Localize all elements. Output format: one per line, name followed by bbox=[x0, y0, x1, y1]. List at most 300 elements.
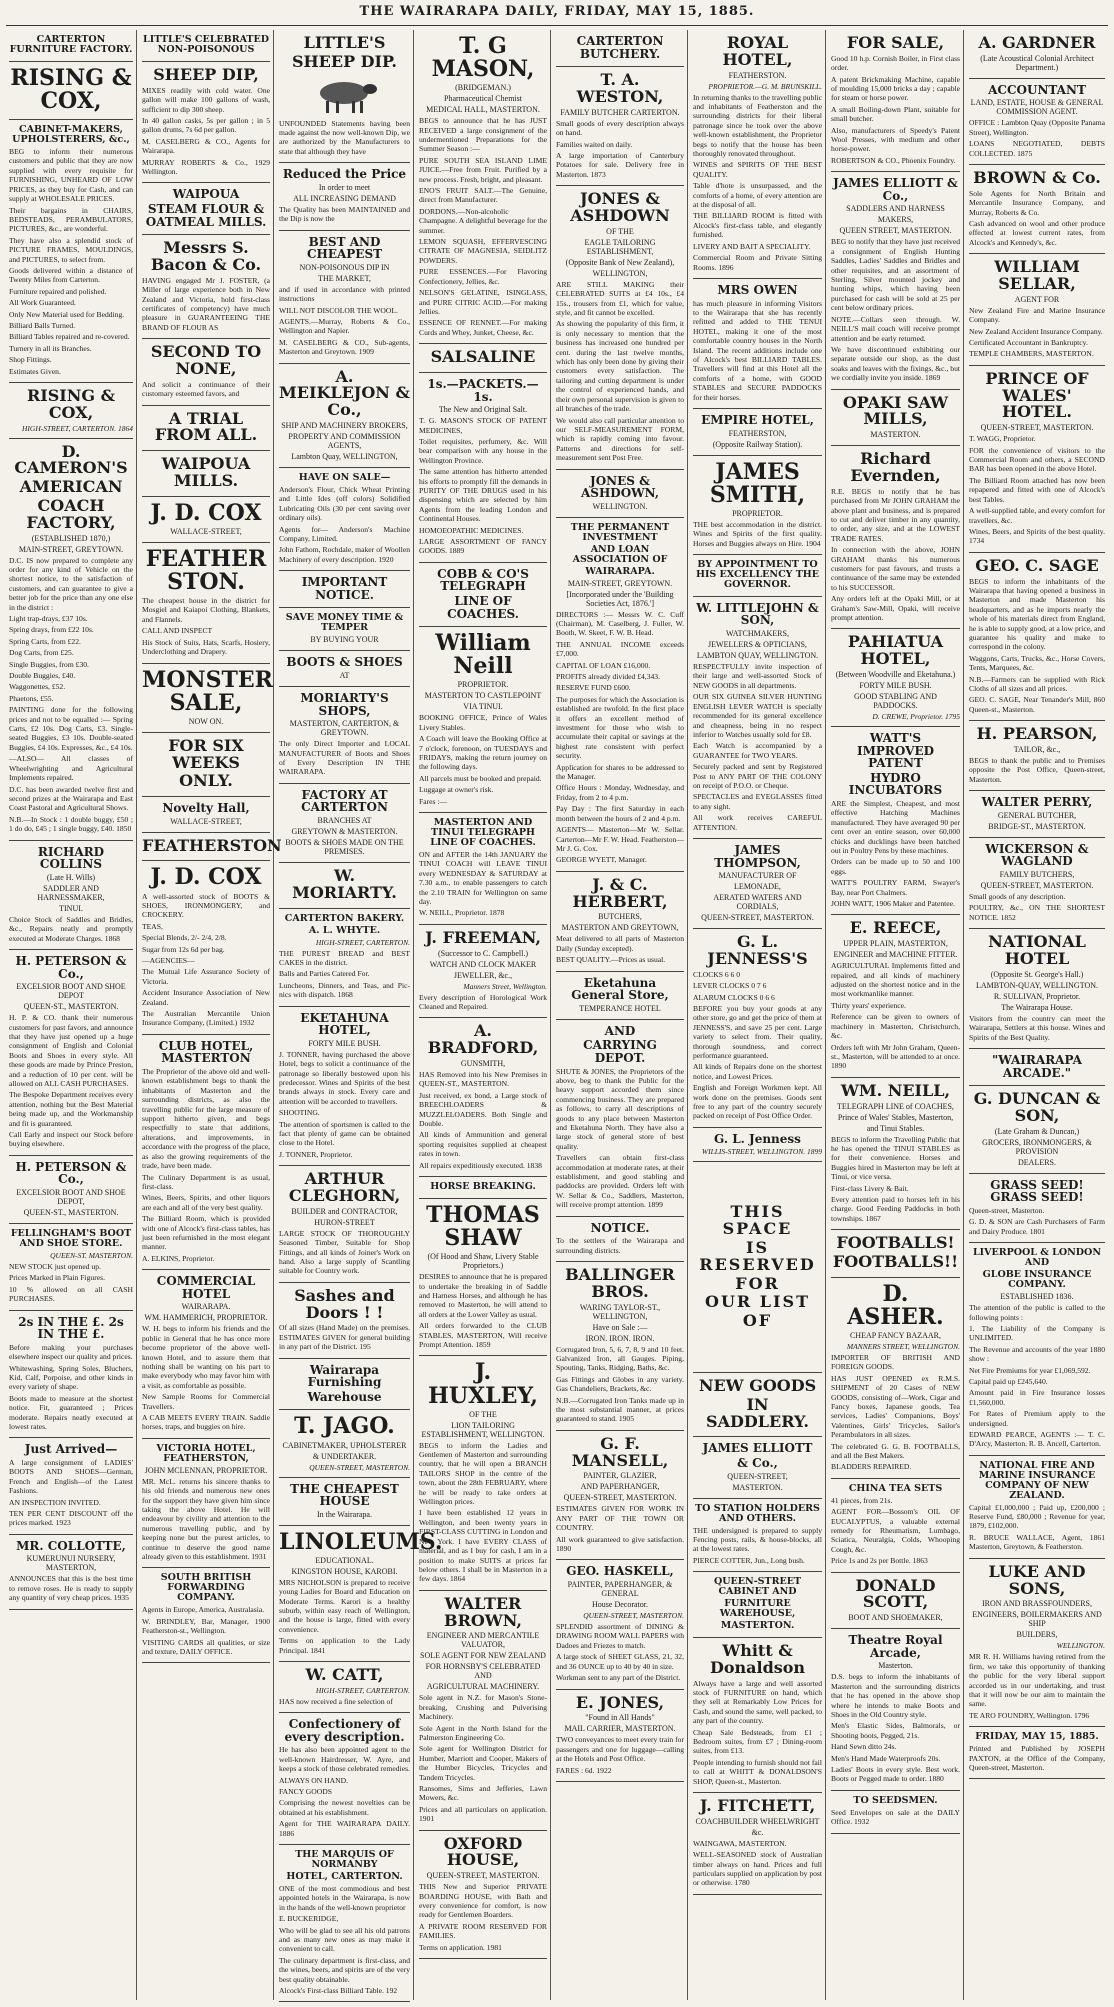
advertisement bbox=[9, 62, 133, 120]
ad-subheading: BY BUYING YOUR bbox=[310, 635, 379, 645]
ad-headline: TO STATION HOLDERS AND OTHERS. bbox=[695, 1502, 820, 1524]
ad-body-text: Anderson's Flour, Chick Wheat Printing and Little Ides (off colors) Solidified Lubricating Oils (30 per cent saving over ordinary oils). bbox=[279, 485, 410, 523]
ad-headline: AND LOAN ASSOCIATION OF bbox=[572, 543, 668, 565]
ad-subheading: GROCERS, IRONMONGERS, & PROVISION bbox=[982, 1137, 1092, 1156]
ad-body-text: FANCY GOODS bbox=[279, 1787, 332, 1797]
ad-subheading: QUEEN-ST., MASTERTON. bbox=[23, 1002, 119, 1012]
ad-headline: COACH FACTORY, bbox=[26, 495, 116, 532]
ad-body-text: He has also been appointed agent to the well-known Hairdresser, W. Ayre, and keeps a stock of those celebrated remedies. bbox=[279, 1745, 410, 1774]
advertisement bbox=[142, 183, 270, 235]
ad-body-text: And solicit a continuance of their customary esteemed favors, and bbox=[142, 379, 270, 399]
ad-headline: GLOBE INSURANCE COMPANY. bbox=[982, 1269, 1092, 1291]
ad-body-text: We would also call particular attention to our SELF-MEASUREMENT FORM, which is rapidly coming into favour. Patterns and directions for self-measurement sent Post Free. bbox=[556, 415, 684, 463]
ad-headline: CARTERTON BUTCHERY. bbox=[576, 34, 664, 61]
advertisement bbox=[279, 1283, 410, 1359]
ad-headline: CLUB HOTEL, MASTERTON bbox=[158, 1038, 254, 1066]
ad-subheading: VIA TINUI. bbox=[463, 702, 503, 712]
ad-address-line: PROPRIETOR.—G. M. BRUNSKILL. bbox=[708, 81, 822, 91]
ad-body-text: Corrugated Iron, 5, 6, 7, 8, 9 and 10 feet. Galvanized Iron, all Gauges. Piping, Spouting, Tanks, Ridging, Baths, &c. bbox=[556, 1344, 684, 1373]
ad-body-text: A CAB MEETS EVERY TRAIN. Saddle horses, traps, and buggies on hire. bbox=[142, 1413, 270, 1432]
ad-headline: SHEEP DIP, bbox=[153, 64, 259, 84]
ad-headline: WILLIAM SELLAR, bbox=[994, 257, 1080, 294]
ad-subheading: AERATED WATERS AND CORDIALS, bbox=[713, 893, 802, 912]
ad-body-text: All repairs expeditiously executed. 1838 bbox=[419, 1160, 542, 1170]
ad-body-text: Office Hours : Monday, Wednesday, and Friday, from 2 to 4 p.m. bbox=[556, 783, 684, 802]
ad-subheading: In the Wairarapa. bbox=[317, 1509, 372, 1519]
ad-headline: BALLINGER BROS. bbox=[565, 1265, 675, 1301]
ad-subheading: PROPRIETOR. bbox=[457, 680, 509, 690]
advertisement bbox=[831, 727, 960, 915]
ad-body-text: UNFOUNDED Statements having been made against the now well-known Dip, we are authorized by the Manufacturers to state that although they have bbox=[279, 118, 410, 156]
ad-body-text: Boots made to measure at the shortest notice. Fit, guaranteed ; Prices moderate. Repairs neatly executed at lowest rates. bbox=[9, 1393, 133, 1432]
ad-headline: HAVE ON SALE— bbox=[298, 472, 391, 484]
advertisement bbox=[419, 627, 547, 813]
ad-subheading: BOOT AND SHOEMAKER, bbox=[848, 1613, 943, 1623]
ad-subheading: FAMILY BUTCHERS, bbox=[999, 870, 1075, 880]
ad-body-text: Fares :— bbox=[419, 796, 448, 806]
ad-subheading: MASTERTON. bbox=[732, 1482, 783, 1492]
ad-body-text: THE undersigned is prepared to supply Fencing posts, rails, & house-blocks, all at the lowest rates. bbox=[693, 1525, 822, 1554]
ad-subheading: WAIRARAPA. bbox=[181, 1302, 231, 1312]
ad-body-text: E. BUCKERIDGE, bbox=[279, 1914, 339, 1924]
ad-body-text: T. G. MASON'S STOCK OF PATENT MEDICINES, bbox=[419, 416, 547, 435]
ad-body-text: Also, manufacturers of Speedy's Patent Wool Presses, with medium and other horse-power. bbox=[831, 125, 960, 154]
ad-subheading: & UNDERTAKER. bbox=[312, 1451, 377, 1461]
ad-headline: CHINA TEA SETS bbox=[848, 1482, 943, 1494]
ad-subheading: (Opposite Bank of New Zealand), bbox=[565, 257, 675, 267]
ad-body-text: The Revenue and accounts of the year 1880 show : bbox=[969, 1344, 1105, 1364]
ad-body-text: SHOOTING. bbox=[279, 1108, 320, 1118]
ad-body-text: —ALSO— All classes of Wheelwrighting and Agricultural Implements repaired. bbox=[9, 754, 133, 783]
ad-body-text: Reference can be given to owners of machinery in Masterton, Christchurch, &c. bbox=[831, 1012, 960, 1041]
ad-body-text: For Rates of Premium apply to the undersigned. bbox=[969, 1409, 1105, 1428]
ad-headline: G. F. MANSELL, bbox=[571, 1433, 669, 1470]
ad-headline: COMMERCIAL HOTEL bbox=[156, 1274, 256, 1301]
ad-body-text: ALWAYS ON HAND. bbox=[279, 1775, 348, 1785]
ad-headline: SECOND TO NONE, bbox=[150, 342, 262, 378]
advertisement bbox=[142, 30, 270, 62]
ad-headline: G. L. JENNESS'S bbox=[707, 932, 808, 968]
advertisement bbox=[831, 172, 960, 389]
ad-headline: Eketahuna General Store, bbox=[571, 975, 669, 1003]
advertisement bbox=[693, 929, 822, 1128]
ad-subheading: TINUI. bbox=[59, 903, 83, 913]
ad-headline: 2s IN THE £. 2s IN THE £. bbox=[18, 1314, 124, 1342]
ad-body-text: GEORGE WYETT, Manager. bbox=[556, 855, 647, 865]
ad-subheading: ENGINEER and MACHINE FITTER. bbox=[833, 950, 958, 960]
ad-body-text: T. WAGG, Proprietor. bbox=[969, 434, 1036, 444]
ad-body-text: WATT'S POULTRY FARM, Swayer's Bay, near Port Chalmers. bbox=[831, 878, 960, 897]
ad-subheading: MEDICAL HALL, MASTERTON. bbox=[426, 105, 540, 115]
ad-body-text: SHUTE & JONES, the Proprietors of the above, beg to thank the Public for the heavy support accorded them since commencing business. They are prepared as follows, to carry all descriptions of goods to any place between Masterton and Eketahuna North. They have also a large stock of general store of best quality. bbox=[556, 1066, 684, 1151]
ad-headline: OPAKI SAW MILLS, bbox=[842, 392, 949, 429]
ad-headline: Messrs S. Bacon & Co. bbox=[150, 238, 262, 274]
advertisement bbox=[279, 1662, 410, 1713]
ad-body-text: Orders left with Mr John Graham, Queen-st., Masterton, will be attended to at once. 1890 bbox=[831, 1042, 960, 1071]
advertisement bbox=[279, 1166, 410, 1283]
ad-body-text: Capital £1,000,000 ; Paid up, £200,000 ; Reserve Fund, £80,000 ; Revenue for year, 1879, £102,000. bbox=[969, 1502, 1105, 1531]
ad-body-text: A large stock of SHEET GLASS, 21, 32, and 36 OUNCE up to 40 by 40 in size. bbox=[556, 1652, 684, 1671]
ad-body-text: The Proprietor of the above old and well-known establishment begs to thank the inhabitants of Masterton and the surrounding districts, as also the travelling public for the large measure of support hitherto given, and begs respectfully to state that additions, alterations, and improvements, in accordance with the progress of the place, as also the growing requirements of the trade, have been made. bbox=[142, 1067, 270, 1171]
ad-subheading: QUEEN-STREET, MASTERTON. bbox=[426, 1871, 540, 1881]
ad-headline: SALSALINE bbox=[430, 347, 536, 367]
ad-headline: NEW GOODS bbox=[698, 1376, 817, 1396]
ad-subheading: (Late H. Wills) bbox=[46, 872, 96, 882]
advertisement bbox=[969, 254, 1105, 366]
ad-headline: G. L. Jenness bbox=[714, 1131, 801, 1146]
ad-body-text: and if used in accordance with printed instructions bbox=[279, 284, 410, 304]
ad-body-text: To the settlers of the Wairarapa and surrounding districts. bbox=[556, 1236, 684, 1255]
ad-headline: W. CATT, bbox=[305, 1665, 384, 1685]
ad-headline: CABINET-MAKERS, UPHOLSTERERS, &c., bbox=[12, 124, 130, 146]
ad-body-text: The Australian Mercantile Union Insurance Company, (Limited.) 1932 bbox=[142, 1009, 270, 1028]
advertisement bbox=[279, 468, 410, 571]
advertisement bbox=[969, 791, 1105, 838]
ad-headline: J. D. COX bbox=[150, 499, 262, 526]
advertisement bbox=[419, 344, 547, 373]
ad-body-text: AGENTS.—Murray, Roberts & Co., Wellington and Napier. bbox=[279, 317, 410, 336]
ad-column bbox=[553, 30, 688, 2000]
ad-subheading: JEWELLER, &c., bbox=[453, 970, 513, 980]
ad-body-text: Men's Elastic Sides, Balmorals, or Shooting boots, Pegged, 21s. bbox=[831, 1721, 960, 1740]
ad-body-text: Double Buggies, £40. bbox=[9, 671, 76, 681]
ad-body-text: BEGS to announce that he has JUST RECEIVED a large consignment of the undermentioned Preparations for the Summer Season :— bbox=[419, 116, 547, 154]
ad-body-text: Printed and Published by JOSEPH PAXTON, at the Office of the Company, Queen-street, Masterton. bbox=[969, 1744, 1105, 1772]
ad-headline: A. GARDNER bbox=[978, 33, 1096, 52]
ad-body-text: Special Blends, 2/- 2/4, 2/8. bbox=[142, 933, 227, 943]
ad-headline: THE CHEAPEST HOUSE bbox=[290, 1481, 399, 1509]
ad-body-text: JOHN WATT, 1906 Maker and Patentee. bbox=[831, 899, 955, 909]
ad-subheading: FOR HORNSBY'S CELEBRATED AND bbox=[425, 1662, 541, 1681]
ad-headline: FURNITURE WAREHOUSE, bbox=[719, 1598, 796, 1620]
advertisement bbox=[831, 1078, 960, 1230]
ad-headline: BEST AND CHEAPEST bbox=[306, 234, 383, 262]
ad-headline: THE MARQUIS OF NORMANBY bbox=[295, 1849, 394, 1871]
ad-body-text: Travellers can obtain first-class accommodation at moderate rates, at their establishment, and good stabling and paddocks are provided. Orders left with W. Sellar & Co., Saddlers, Masterton, will receive prompt attention. 1899 bbox=[556, 1153, 684, 1210]
ad-headline: GEO. C. SAGE bbox=[975, 555, 1099, 575]
ad-headline: J. HUXLEY, bbox=[428, 1359, 538, 1409]
ad-body-text: OUR SIX GUINEA SILVER HUNTING ENGLISH LEVER WATCH is specially recommended for its general excellence and cheapness, being in no respect inferior to Watches usually sold for £8. bbox=[693, 692, 822, 739]
ad-subheading: MAIN-STREET, GREYTOWN. bbox=[18, 544, 124, 554]
ad-body-text: The purposes for which the Association is established are twofold. In the first place it offers an excellent method of investment for those who wish to accumulate their capital or savings at the highest rate consistent with perfect security. bbox=[556, 694, 684, 761]
ad-body-text: HAS Removed into his New Premises in QUEEN-ST., MASTERTON. bbox=[419, 1069, 547, 1089]
advertisement bbox=[419, 30, 547, 344]
ad-subheading: &c. bbox=[751, 1827, 764, 1837]
ad-subheading: GREYTOWN & MASTERTON. bbox=[291, 826, 398, 836]
ad-body-text: The Billiard Room attached has now been repapered and fitted with one of Alcock's best Tables. bbox=[969, 475, 1105, 504]
ad-body-text: A PRIVATE ROOM RESERVED FOR FAMILIES. bbox=[419, 1921, 547, 1941]
ad-body-text: J. TONNER, having purchased the above Hotel, begs to solicit a continuance of the patronage so liberally bestowed upon his predecessor. Wines and Spirits of the best brands always in stock. Every care and attention will be accorded to travellers. bbox=[279, 1049, 410, 1106]
ad-subheading: LAMBTON-QUAY, WELLINGTON. bbox=[976, 980, 1098, 990]
ad-body-text: POULTRY, &c., ON THE SHORTEST NOTICE. 1852 bbox=[969, 903, 1105, 922]
ad-body-text: WINES and SPIRITS OF THE BEST QUALITY. bbox=[693, 160, 822, 179]
advertisement bbox=[419, 925, 547, 1019]
advertisement bbox=[693, 1128, 822, 1163]
advertisement bbox=[969, 1086, 1105, 1174]
ad-body-text: Small goods of any description. bbox=[969, 892, 1066, 902]
ad-headline: Richard Evernden, bbox=[850, 449, 941, 485]
ad-headline: FACTORY AT CARTERTON bbox=[301, 787, 388, 815]
ad-subheading: Pharmaceutical Chemist bbox=[444, 94, 522, 104]
ad-subheading: QUEEN-STREET, MASTERTON. bbox=[980, 423, 1094, 433]
ad-body-text: MRS NICHOLSON is prepared to receive young Ladies for Board and Education on Moderate Terms. Karori is a healthy suburb, within easy reach of Wellington, and the house is large, fitted with every convenience. bbox=[279, 1577, 410, 1634]
ad-body-text: THE ANNUAL INCOME exceeds £7,000. bbox=[556, 639, 684, 659]
ad-body-text: ANNOUNCES that this is the best time to remove roses. He is ready to supply any quantity of very cheap prices. 1935 bbox=[9, 1574, 133, 1603]
ad-body-text: Spring drays, from £22 10s. bbox=[9, 625, 94, 635]
advertisement bbox=[419, 373, 547, 563]
ad-subheading: TAILOR, &c., bbox=[1013, 745, 1061, 755]
ad-body-text: Application for shares to be addressed to the Manager. bbox=[556, 762, 684, 782]
ad-body-text: LEVER CLOCKS 0 7 6 bbox=[693, 981, 767, 991]
ad-subheading: IRON. IRON. IRON. bbox=[585, 1333, 655, 1343]
ad-body-text: Capital paid up £245,640. bbox=[969, 1376, 1048, 1386]
ad-body-text: Price 1s and 2s per Bottle. 1863 bbox=[831, 1556, 928, 1566]
ad-headline: FOOTBALLS!! bbox=[832, 1251, 959, 1271]
ad-body-text: Pay Day : The first Saturday in each month between the hours of 2 and 4 p.m. bbox=[556, 804, 684, 823]
ad-body-text: We have discontinued exhibiting our separate outside our shop, as the dust soaks and leaves with the fixings, &c., but we cordially invite you inside. 1869 bbox=[831, 344, 960, 383]
ad-headline: CARRYING DEPOT. bbox=[583, 1038, 657, 1065]
ad-body-text: Small goods of every description always on hand. bbox=[556, 118, 684, 138]
advertisement bbox=[969, 838, 1105, 929]
ad-headline: EMPIRE HOTEL, bbox=[701, 412, 814, 427]
ad-body-text: BEGS to inform the Travelling Public that he has opened the TINUI STABLES as for their convenience. Horses and Buggies hired in Masterton may be left at Tinui, or vice versa. bbox=[831, 1134, 960, 1182]
advertisement bbox=[969, 79, 1105, 165]
ad-subheading: (Opposite Railway Station). bbox=[712, 439, 803, 449]
ad-body-text: Alcock's First-class Billiard Table. 192 bbox=[279, 1986, 398, 1996]
ad-body-text: English and Foreign Workmen kept. All work done on the premises. Goods sent free to any part of the country securely packed on receipt of Post Office Order. bbox=[693, 1083, 822, 1121]
ad-headline: STEAM FLOUR & OATMEAL MILLS. bbox=[145, 201, 267, 229]
ad-body-text: Cash advanced on wool and other produce effected at lowest current rates, from Alcock's and Kennedy's, &c. bbox=[969, 219, 1105, 247]
advertisement bbox=[556, 972, 684, 1020]
ad-body-text: TE ARO FOUNDRY, Wellington. 1796 bbox=[969, 1710, 1090, 1720]
ad-headline: MORIARTY'S SHOPS, bbox=[300, 690, 389, 718]
ad-address-line: HIGH-STREET, CARTERTON. bbox=[315, 937, 410, 947]
ad-subheading: R. SULLIVAN, Proprietor. bbox=[993, 991, 1081, 1001]
ad-headline: MASTERTON. bbox=[720, 1620, 795, 1632]
ad-headline: RICHARD COLLINS bbox=[37, 844, 105, 872]
ad-headline: MASTERTON AND TINUI TELEGRAPH LINE OF COACHES. bbox=[430, 817, 536, 848]
ad-body-text: Certificated Accountant in Bankruptcy. bbox=[969, 338, 1088, 348]
advertisement bbox=[693, 279, 822, 409]
ad-subheading: MAIN-STREET, GREYTOWN. bbox=[567, 578, 673, 588]
ad-body-text: VISITING CARDS all qualities, or size and texture, DAILY OFFICE. bbox=[142, 1637, 270, 1656]
ad-address-line: WILLIS-STREET, WELLINGTON. 1899 bbox=[701, 1147, 822, 1157]
ad-body-text: LARGE ASSORTMENT OF FANCY GOODS. 1889 bbox=[419, 536, 547, 556]
advertisement bbox=[9, 1156, 133, 1224]
ad-body-text: TEN PER CENT DISCOUNT off the prices marked. 1923 bbox=[9, 1509, 133, 1528]
ad-body-text: HAS JUST OPENED ex R.M.S. SHIPMENT of 20 Cases of NEW GOODS, consisting of—Work, Cigar and Fancy boxes, Japanese goods, Tea services, Ladies' Companions, Boys' Valentines, Girls' Tricycles, Sailor's Perambulators in all sizes. bbox=[831, 1373, 960, 1440]
ad-body-text: BEGS to inform the Ladies and Gentlemen of Masterton and surrounding country, that he will open a BRANCH TAILORS SHOP in the centre of the town, about the 28th FEBRUARY, where he will be ready to take orders at Wellington prices. bbox=[419, 1440, 547, 1507]
ad-headline: H. PETERSON & Co., bbox=[15, 1159, 127, 1187]
advertisement bbox=[969, 1049, 1105, 1086]
ad-subheading: SOLE AGENT FOR NEW ZEALAND bbox=[420, 1651, 546, 1661]
ad-headline: OXFORD HOUSE, bbox=[443, 1833, 523, 1870]
ad-body-text: They have also a splendid stock of PICTURE FRAMES, MOULDINGS, and PICTURES, to select from. bbox=[9, 235, 133, 264]
ad-subheading: FAMILY BUTCHER CARTERTON. bbox=[560, 107, 680, 117]
advertisement bbox=[279, 863, 410, 909]
ad-body-text: SPLENDID assortment of DINING & DRAWING ROOM WALL PAPERS with Dadoes and Friezes to match. bbox=[556, 1622, 684, 1650]
ad-headline: THIS SPACE bbox=[722, 1202, 793, 1239]
ad-body-text: All work guaranteed to give satisfaction. 1890 bbox=[556, 1534, 684, 1554]
ad-headline: E. REECE, bbox=[849, 918, 942, 938]
ad-headline: A. MEIKLEJON & Co., bbox=[279, 366, 410, 420]
advertisement bbox=[142, 497, 270, 543]
ad-headline: J. & C. HERBERT, bbox=[572, 874, 668, 911]
ad-headline: MONSTER SALE, bbox=[142, 666, 273, 716]
ad-headline: J. FREEMAN, bbox=[425, 927, 541, 947]
ad-body-text: ARE the Simplest, Cheapest, and most effective Hatching Machines manufactured. They have averaged 90 per cent over an entire season, over 60,000 chicks and ducklings have been hatched out in Poultry Pens by these machines. bbox=[831, 798, 960, 856]
ad-body-text: The Billiard Room, which is provided with one of Alcock's first-class tables, has just been refurnished in the most elegant manner. bbox=[142, 1214, 270, 1252]
ad-headline: COBB & CO'S TELEGRAPH bbox=[437, 566, 529, 594]
ad-subheading: QUEEN-STREET, bbox=[727, 1471, 788, 1481]
ad-address-line: MANNERS STREET, WELLINGTON. bbox=[846, 1341, 960, 1351]
ad-headline: BY APPOINTMENT TO HIS EXCELLENCY THE GOVERNOR. bbox=[695, 558, 820, 590]
ad-headline: ACCOUNTANT bbox=[988, 82, 1086, 97]
ad-body-text: OFFICE : Lambton Quay (Opposite Panama Street), Wellington. bbox=[969, 118, 1105, 137]
advertisement bbox=[279, 909, 410, 1007]
ad-body-text: DESIRES to announce that he is prepared to undertake the breaking in of Saddle and Harness Horses, and although he has removed to Masterton, he will attend to all orders at the Lower Valley as usual. bbox=[419, 1272, 547, 1319]
ad-headline: OUR LIST bbox=[705, 1292, 810, 1312]
ad-body-text: Billiard Tables repaired and re-covered. bbox=[9, 332, 130, 342]
ad-headline: & Co., bbox=[737, 1456, 778, 1470]
ad-headline: J. D. COX bbox=[150, 864, 262, 891]
ad-subheading: MASTERTON. bbox=[870, 430, 921, 440]
advertisement bbox=[279, 1478, 410, 1526]
ad-headline: MRS OWEN bbox=[717, 282, 798, 297]
ad-subheading: PROPRIETOR. bbox=[732, 508, 783, 518]
ad-subheading: MASTERTON AND GREYTOWN, bbox=[561, 923, 679, 933]
ad-body-text: Turnery in all its Branches. bbox=[9, 343, 92, 353]
advertisement bbox=[556, 30, 684, 67]
ad-body-text: CAPITAL OF LOAN £16,000. bbox=[556, 660, 651, 670]
ad-subheading: MASTERTON, CARTERTON, & GREYTOWN. bbox=[289, 719, 400, 738]
ad-body-text: Sugar from 12s 6d per bag. bbox=[142, 944, 225, 954]
ad-subheading: HURON-STREET bbox=[314, 1217, 375, 1227]
ad-body-text: Terms on application to the Lady Principal. 1841 bbox=[279, 1636, 410, 1655]
ad-subheading: COACHBUILDER WHEELWRIGHT bbox=[695, 1816, 820, 1826]
advertisement bbox=[969, 553, 1105, 721]
ad-body-text: Each Watch is accompanied by a GUARANTEE for TWO YEARS. bbox=[693, 741, 822, 760]
ad-body-text: New Zealand Accident Insurance Company. bbox=[969, 326, 1103, 336]
ad-body-text: Just received, ex bond, a Large stock of BREECHLOADERS & MUZZLELOADERS. Both Single and Double. bbox=[419, 1090, 547, 1128]
advertisement bbox=[279, 1713, 410, 1845]
ad-body-text: LEMON SQUASH, EFFERVESCING CITRATE OF MAGNESIA, SEIDLITZ POWDERS. bbox=[419, 237, 547, 265]
ad-headline: WAIPOUA bbox=[172, 187, 240, 202]
advertisement bbox=[279, 687, 410, 784]
ad-body-text: MIXES readily with cold water. One gallon will make 100 gallons of wash, sufficient to dip 300 sheep. bbox=[142, 85, 270, 114]
ad-body-text: Accident Insurance Association of New Zealand. bbox=[142, 988, 270, 1007]
advertisement bbox=[556, 1690, 684, 1782]
ad-subheading: PAINTER, PAPERHANGER, & GENERAL bbox=[567, 1580, 673, 1599]
ad-headline: H. PEARSON, bbox=[976, 724, 1098, 744]
advertisement bbox=[556, 186, 684, 469]
ad-subheading: CABINETMAKER, UPHOLSTERER bbox=[282, 1440, 407, 1450]
ad-subheading: KINGSTON HOUSE, KAROBI. bbox=[291, 1566, 398, 1576]
ad-headline: SAVE MONEY TIME & TEMPER bbox=[285, 612, 404, 634]
ad-headline: WM. NEILL, bbox=[840, 1080, 951, 1100]
ad-headline: HOTEL, CARTERTON. bbox=[286, 1871, 403, 1883]
ad-subheading: FEATHERSTON, bbox=[728, 428, 787, 438]
ad-headline: MR. COLLOTTE, bbox=[16, 1538, 126, 1553]
ad-subheading: EDUCATIONAL. bbox=[315, 1555, 374, 1565]
advertisement bbox=[556, 1431, 684, 1561]
ad-body-text: ESSENCE OF RENNET.—For making Curds and Whey, Junket, Cheese, &c. bbox=[419, 318, 547, 337]
ad-body-text: BOOKING OFFICE, Prince of Wales Livery Stables. bbox=[419, 713, 547, 732]
ad-headline: JAMES THOMPSON, bbox=[714, 842, 801, 870]
advertisement bbox=[969, 929, 1105, 1049]
ad-subheading: QUEEN-STREET, MASTERTON. bbox=[563, 1493, 677, 1503]
advertisement bbox=[693, 1572, 822, 1638]
ad-subheading: TEMPERANCE HOTEL bbox=[579, 1003, 661, 1013]
ad-body-text: —AGENCIES— bbox=[142, 956, 195, 966]
ad-body-text: Who will be glad to see all his old patrons and as many new ones as may make it convenient to call. bbox=[279, 1925, 410, 1954]
ad-headline: FOR SALE, bbox=[846, 33, 945, 52]
ad-headline: CARTERTON BAKERY. bbox=[284, 912, 405, 924]
ad-subheading: BUTCHERS, bbox=[598, 912, 642, 922]
ad-body-text: THIS New and Superior PRIVATE BOARDING HOUSE, with Bath and every convenience for comfort, is now ready for Gentlemen Boarders. bbox=[419, 1882, 547, 1920]
ad-subheading: ALL INCREASING DEMAND bbox=[293, 193, 396, 203]
advertisement bbox=[142, 62, 270, 183]
ad-headline: JAMES SMITH, bbox=[709, 458, 806, 508]
ad-body-text: Toilet requisites, perfumery, &c. Will bear comparison with any house in the Wellington Province. bbox=[419, 436, 547, 465]
ad-body-text: A large consignment of LADIES' BOOTS AND SHOES—German, French and English—of the Latest Fashions. bbox=[9, 1458, 133, 1496]
ad-body-text: ROBERTSON & CO., Phoenix Foundry. bbox=[831, 155, 956, 165]
ad-headline: JONES & ASHDOWN, bbox=[580, 473, 660, 501]
ad-body-text: BLADDERS REPAIRED. bbox=[831, 1462, 912, 1472]
advertisement bbox=[693, 839, 822, 929]
advertisement bbox=[279, 1526, 443, 1662]
ad-body-text: Ladies' Boots in every style. Best work. Boots or Pegged made to order. 1880 bbox=[831, 1765, 960, 1784]
ad-body-text: TWO conveyances to meet every train for passengers and one for luggage—calling at the Hotels and Post Office. bbox=[556, 1735, 684, 1764]
ad-headline: D. ASHER. bbox=[847, 1280, 944, 1330]
ad-body-text: The Mutual Life Assurance Society of Victoria. bbox=[142, 967, 270, 986]
advertisement bbox=[556, 67, 684, 186]
advertisement bbox=[556, 1217, 684, 1262]
ad-subheading: (BRIDGEMAN.) bbox=[455, 83, 511, 93]
ad-body-text: HAS now received a fine selection of bbox=[279, 1696, 393, 1706]
ad-headline: T. JAGO. bbox=[294, 1413, 395, 1440]
ad-body-text: Sole agent for Wellington District for Humber, Marriott and Cooper, Makers of the Humber Bicycles, Tricycles and Tandem Tricycles. bbox=[419, 1744, 547, 1782]
ad-headline: JONES & ASHDOWN bbox=[570, 189, 670, 226]
ad-body-text: Gas Fittings and Globes in any variety. Gas Chandeliers, Brackets, &c. bbox=[556, 1374, 684, 1394]
ad-headline: FELLINGHAM'S BOOT AND SHOE STORE. bbox=[10, 1228, 132, 1249]
ad-subheading: LION TAILORING ESTABLISHMENT, WELLINGTON. bbox=[421, 1420, 545, 1439]
advertisement bbox=[9, 439, 133, 841]
ad-subheading: GUNSMITH, bbox=[460, 1058, 506, 1068]
ad-column bbox=[416, 30, 551, 2000]
ad-subheading: JEWELLERS & OPTICIANS, bbox=[708, 640, 807, 650]
ad-subheading: EXCELSIOR BOOT AND SHOE DEPOT bbox=[16, 982, 126, 1001]
advertisement bbox=[9, 30, 133, 62]
ad-body-text: The Quality has been MAINTAINED and the Dip is now the bbox=[279, 204, 410, 224]
ad-body-text: BEG to inform their numerous customers and public that they are now supplied with every requisite for FURNISHING, UNHEARD OF LOW PRICES, as they buy for Cash, and can supply at WHOLESALE PRICES. bbox=[9, 147, 133, 204]
ad-headline: J. FITCHETT, bbox=[699, 1796, 816, 1816]
ad-body-text: All Work Guaranteed. bbox=[9, 298, 76, 308]
ad-subheading: QUEEN-STREET, MASTERTON. bbox=[701, 913, 814, 923]
advertisement bbox=[142, 235, 270, 339]
ad-subheading: QUEEN-ST., MASTERTON. bbox=[23, 1208, 119, 1218]
ad-headline: FOOTBALLS! bbox=[836, 1233, 955, 1253]
ad-column bbox=[6, 30, 137, 2000]
ad-subheading: DEALERS. bbox=[1018, 1157, 1056, 1167]
ad-body-text: Ransomes, Sims and Jefferies, Lawn Mowers, &c. bbox=[419, 1783, 547, 1803]
ad-body-text: Meat delivered to all parts of Masterton Daily (Sunday excepted). bbox=[556, 934, 684, 953]
ad-headline: ARTHUR CLEGHORN, bbox=[288, 1169, 401, 1205]
ad-body-text: AGRICULTURAL Implements fitted and repaired, and all kinds of machinery adjusted on the shortest notice and in the most workmanlike manner. bbox=[831, 961, 960, 999]
ad-subheading: FORTY MILE BUSH. bbox=[859, 681, 932, 691]
advertisement bbox=[419, 563, 547, 627]
ad-address-line: HIGH-STREET, CARTERTON. 1864 bbox=[22, 423, 133, 433]
